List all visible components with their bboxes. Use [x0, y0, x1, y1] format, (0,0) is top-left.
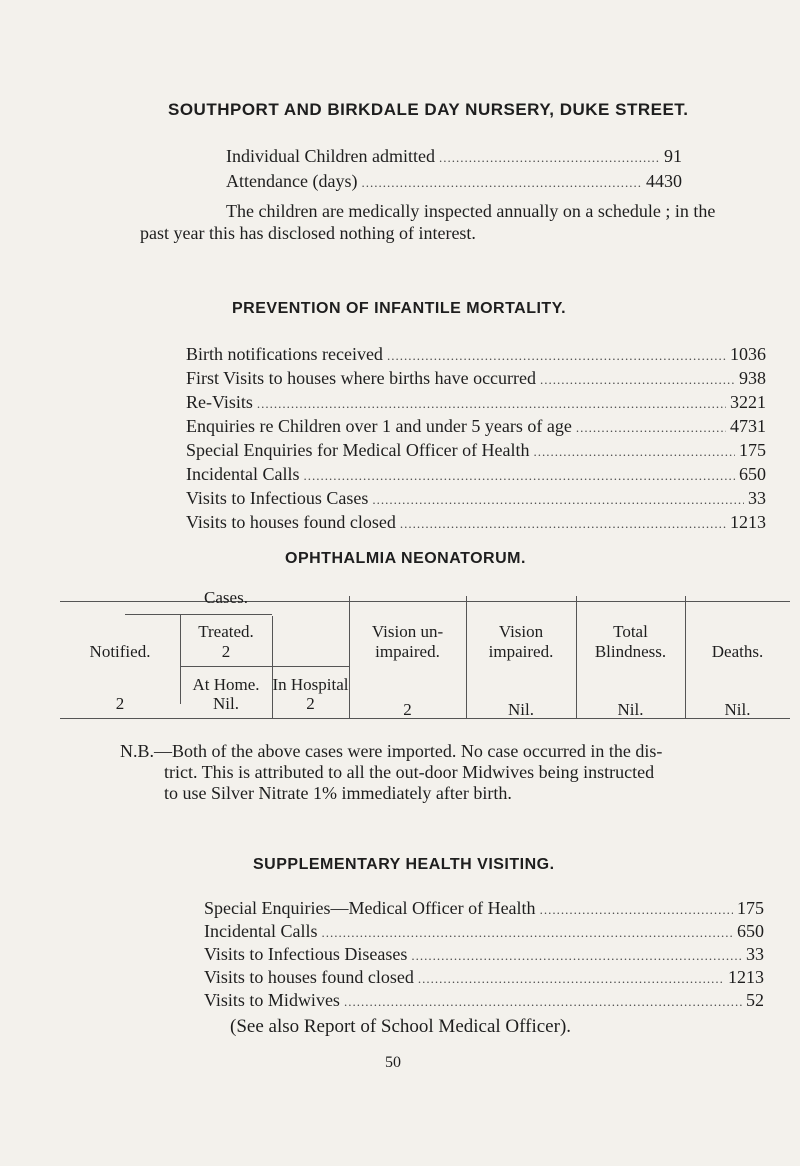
- row-label: Special Enquiries—Medical Officer of Health: [204, 898, 536, 918]
- row-value: 1213: [730, 512, 766, 532]
- prevention-row: [186, 488, 766, 509]
- header-at-home: At Home.: [192, 675, 260, 694]
- row-value: 3221: [730, 392, 766, 412]
- supplementary-row: [204, 990, 764, 1011]
- row-value: 175: [737, 898, 764, 918]
- row-label: Visits to houses found closed: [186, 512, 396, 532]
- row-label: Incidental Calls: [204, 921, 318, 941]
- page-number: 50: [385, 1054, 401, 1071]
- note-line: past year this has disclosed nothing of interest.: [140, 223, 476, 243]
- dot-leader: [400, 516, 726, 532]
- nursery-row: [226, 146, 682, 167]
- table-rule-treated: [180, 666, 349, 667]
- dot-leader: [534, 444, 735, 460]
- row-value: 1036: [730, 344, 766, 364]
- supplementary-heading: SUPPLEMENTARY HEALTH VISITING.: [253, 856, 555, 873]
- header-text: Vision: [498, 622, 544, 641]
- row-value: 91: [664, 146, 682, 166]
- prevention-row: [186, 440, 766, 461]
- dot-leader: [540, 902, 733, 918]
- prevention-row: [186, 416, 766, 437]
- table-rule-cases: [125, 614, 272, 615]
- dot-leader: [361, 175, 642, 191]
- row-value: 33: [746, 944, 764, 964]
- header-in-hospital: In Hospital: [272, 675, 349, 694]
- dot-leader: [418, 971, 724, 987]
- dot-leader: [257, 396, 726, 412]
- prevention-heading: PREVENTION OF INFANTILE MORTALITY.: [232, 300, 567, 317]
- row-value: 175: [739, 440, 766, 460]
- supplementary-row: [204, 898, 764, 919]
- row-value: 33: [748, 488, 766, 508]
- header-vision-impaired: [466, 622, 576, 662]
- note-line: to use Silver Nitrate 1% immediately after birth.: [164, 783, 512, 803]
- row-label: Visits to houses found closed: [204, 967, 414, 987]
- header-total-blindness: [576, 622, 685, 662]
- row-label: Individual Children admitted: [226, 146, 435, 166]
- row-value: 1213: [728, 967, 764, 987]
- row-label: Special Enquiries for Medical Officer of Health: [186, 440, 530, 460]
- header-notified: Notified.: [89, 642, 151, 661]
- dot-leader: [387, 348, 726, 364]
- dot-leader: [303, 468, 735, 484]
- row-value: 52: [746, 990, 764, 1010]
- nursery-heading: SOUTHPORT AND BIRKDALE DAY NURSERY, DUKE STREET.: [168, 100, 689, 119]
- prevention-row: [186, 344, 766, 365]
- row-label: Visits to Infectious Cases: [186, 488, 369, 508]
- row-value: 650: [737, 921, 764, 941]
- table-rule-top: [60, 601, 790, 602]
- row-label: First Visits to houses where births have occurred: [186, 368, 537, 388]
- prevention-row: [186, 368, 766, 389]
- row-label: Incidental Calls: [186, 464, 300, 484]
- header-text: Blindness.: [594, 642, 667, 661]
- supplementary-row: [204, 921, 764, 942]
- row-label: Birth notifications received: [186, 344, 383, 364]
- prevention-row: [186, 464, 766, 485]
- header-text: impaired.: [375, 642, 440, 661]
- value-notified: 2: [115, 694, 125, 713]
- value-total-blindness: Nil.: [617, 700, 644, 719]
- ophthalmia-heading: OPHTHALMIA NEONATORUM.: [285, 550, 526, 567]
- row-value: 4430: [646, 171, 682, 191]
- row-label: Enquiries re Children over 1 and under 5 years of age: [186, 416, 572, 436]
- row-value: 4731: [730, 416, 766, 436]
- value-at-home: Nil.: [213, 694, 239, 713]
- value-vision-unimpaired: 2: [403, 700, 412, 719]
- dot-leader: [439, 150, 660, 166]
- dot-leader: [372, 492, 744, 508]
- header-treated-count: 2: [221, 642, 231, 661]
- note-line: trict. This is attributed to all the out-door Midwives being instructed: [164, 762, 655, 782]
- header-text: Vision un-: [371, 622, 444, 641]
- row-label: Re-Visits: [186, 392, 253, 412]
- nursery-note: [140, 200, 766, 244]
- header-vision-unimpaired: [349, 622, 466, 662]
- header-cases: Cases.: [204, 588, 248, 607]
- row-label: Visits to Infectious Diseases: [204, 944, 408, 964]
- value-in-hospital: 2: [306, 694, 315, 713]
- dot-leader: [540, 372, 735, 388]
- note-line: N.B.—Both of the above cases were imported. No case occurred in the dis-: [120, 741, 663, 761]
- header-text: Total: [613, 622, 648, 641]
- see-also-note: (See also Report of School Medical Officer).: [230, 1016, 572, 1037]
- row-label: Visits to Midwives: [204, 990, 340, 1010]
- nursery-row: [226, 171, 682, 192]
- header-treated: Treated.: [198, 622, 254, 641]
- value-vision-impaired: Nil.: [508, 700, 534, 719]
- supplementary-row: [204, 944, 764, 965]
- row-value: 650: [739, 464, 766, 484]
- prevention-row: [186, 392, 766, 413]
- value-deaths: Nil.: [724, 700, 751, 719]
- dot-leader: [411, 948, 742, 964]
- dot-leader: [576, 420, 726, 436]
- prevention-row: [186, 512, 766, 533]
- header-text: impaired.: [488, 642, 554, 661]
- note-line: The children are medically inspected annually on a schedule ; in the: [226, 201, 716, 221]
- row-value: 938: [739, 368, 766, 388]
- row-label: Attendance (days): [226, 171, 358, 191]
- header-deaths: Deaths.: [711, 642, 764, 661]
- ophthalmia-note: [120, 741, 760, 804]
- dot-leader: [344, 994, 742, 1010]
- supplementary-row: [204, 967, 764, 988]
- table-rule-v2: [272, 616, 273, 666]
- dot-leader: [321, 925, 733, 941]
